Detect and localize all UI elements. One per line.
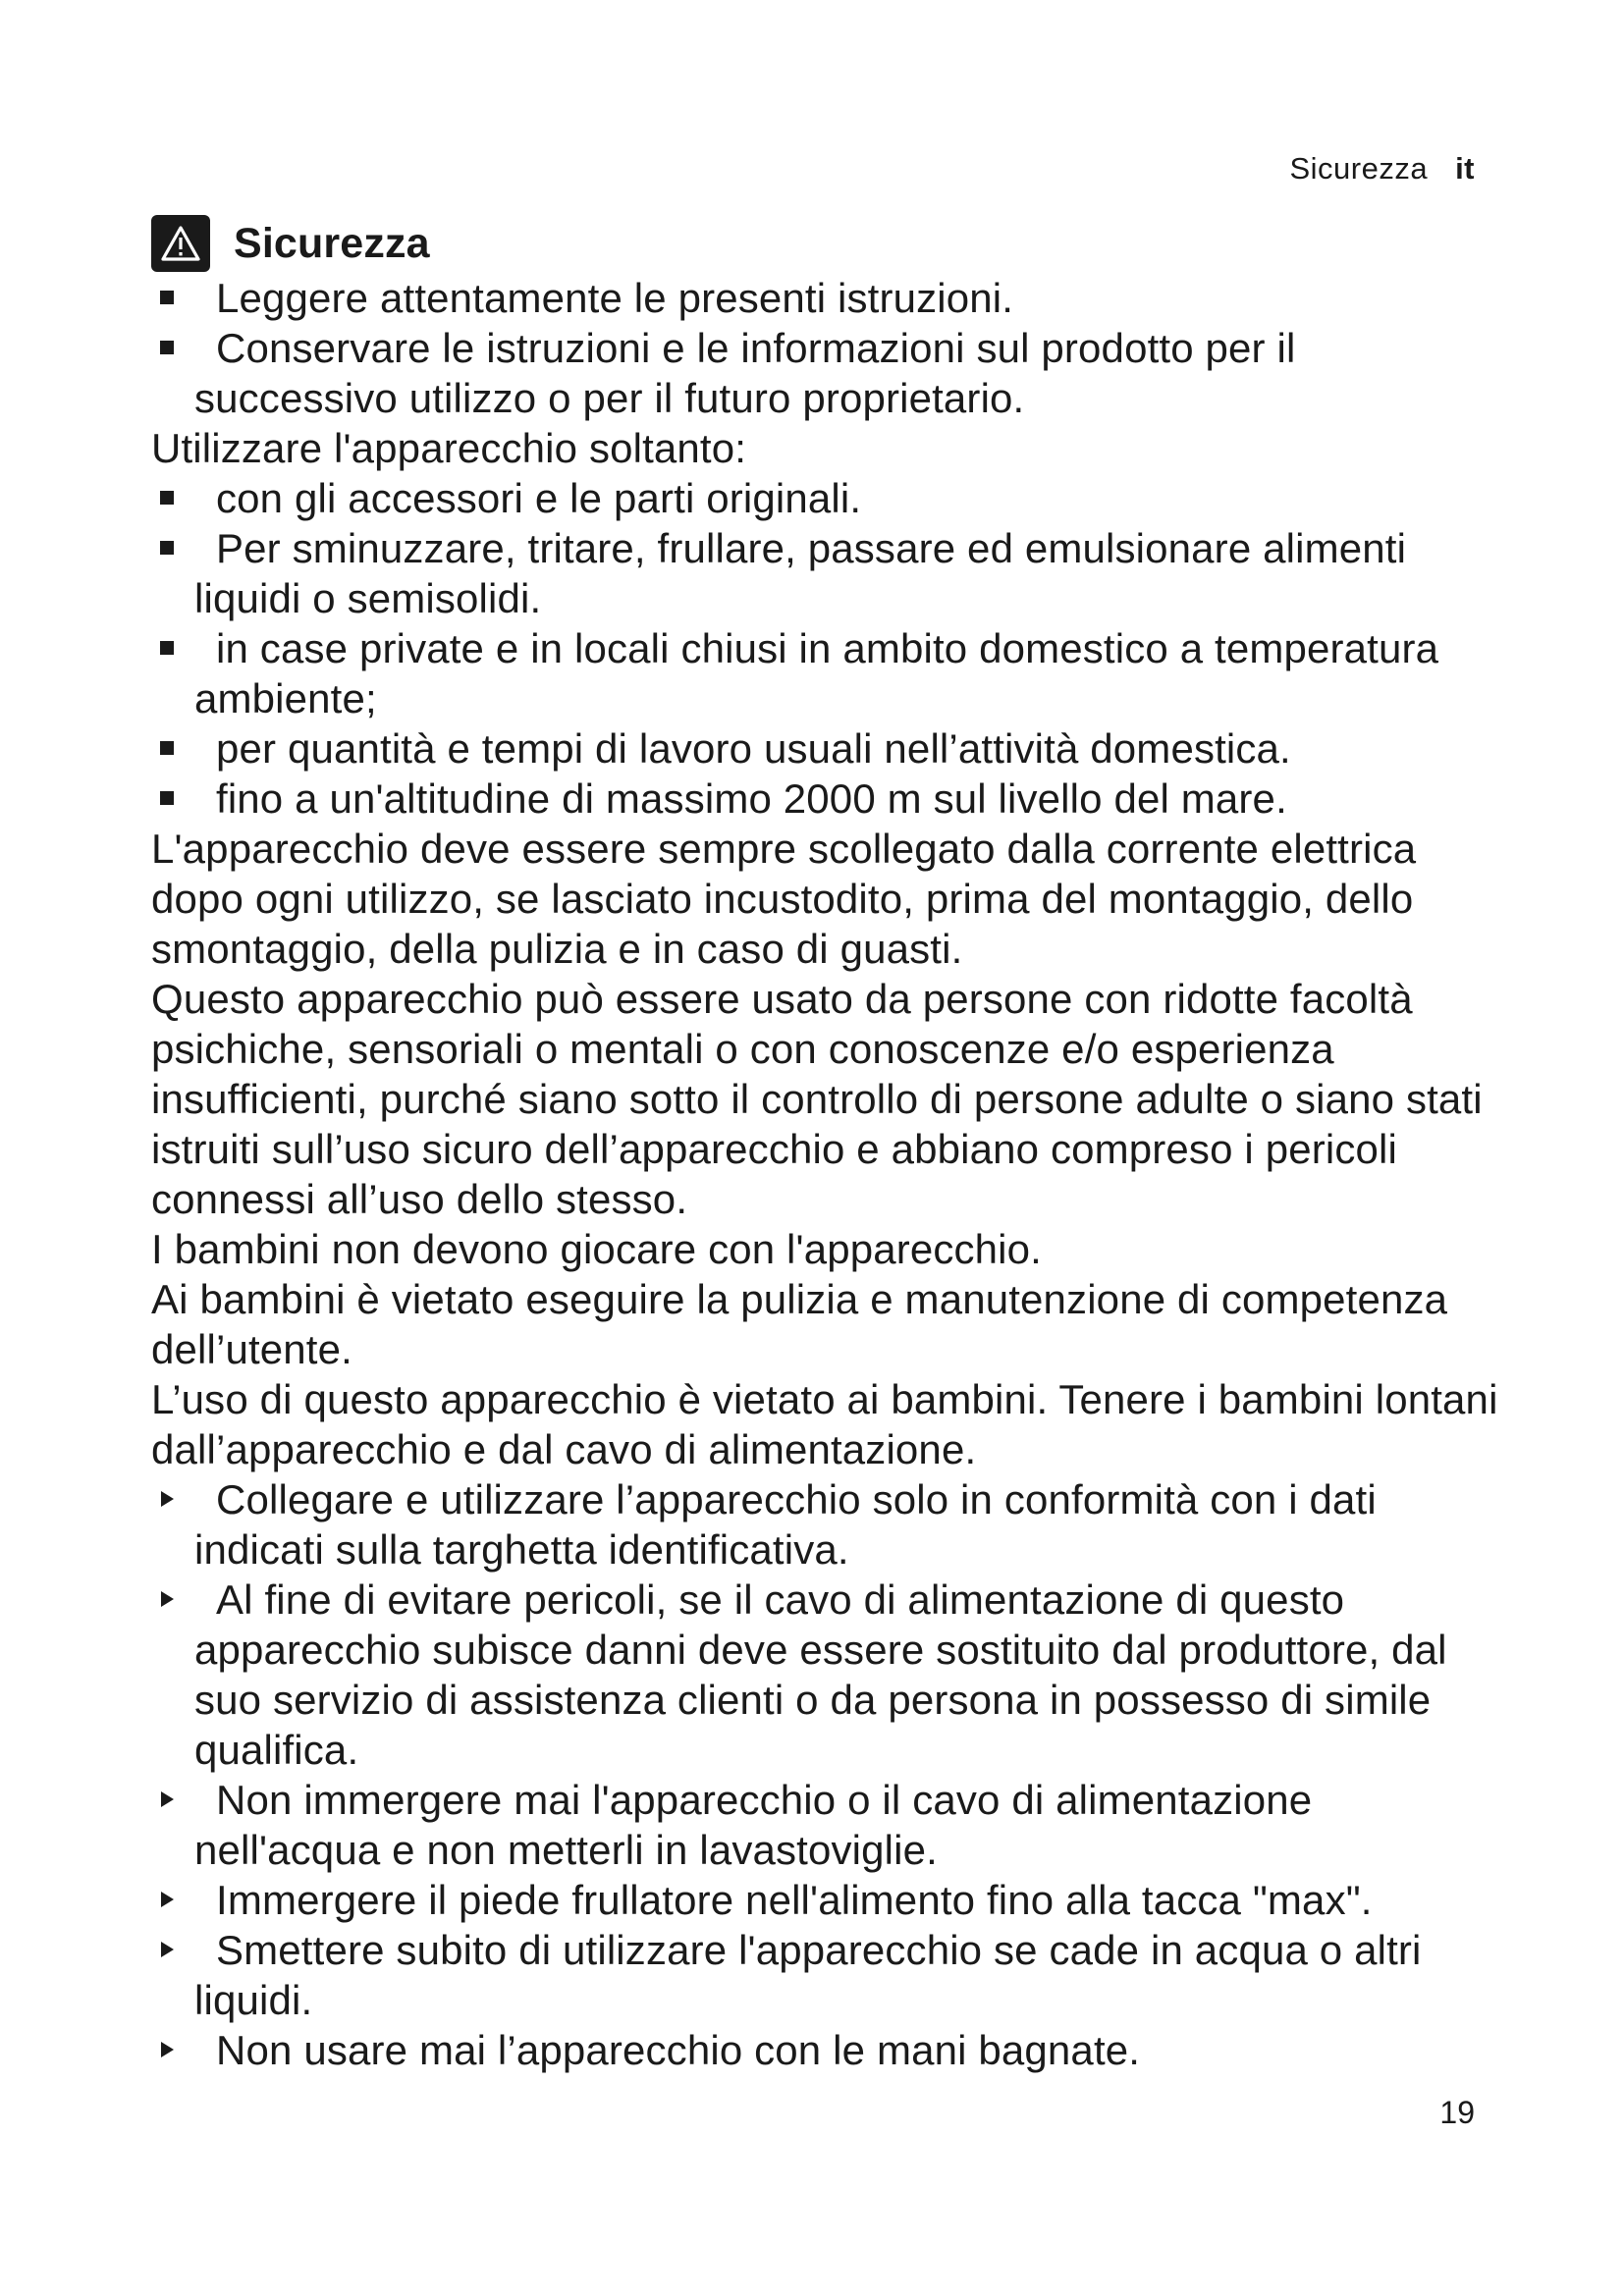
instruction-item: Non usare mai l’apparecchio con le mani bagnate. <box>151 2025 1506 2075</box>
paragraph: Questo apparecchio può essere usato da persone con ridotte facoltà psichiche, sensoriali o mentali o con conoscenze e/o esperienza insufficienti, purché siano sotto il controllo di persone adulte o siano stati istruiti sull’uso sicuro dell’apparecchio e abbiano compreso i pericoli connessi all’uso dello stesso. <box>151 976 1483 1222</box>
header-section: Sicurezza <box>1289 151 1429 186</box>
square-bullet-icon <box>160 541 174 555</box>
triangle-bullet-icon <box>161 1791 174 1807</box>
triangle-bullet-icon <box>161 1491 174 1507</box>
instruction-item: Immergere il piede frullatore nell'alimento fino alla tacca "max". <box>151 1875 1506 1925</box>
paragraph: Ai bambini è vietato eseguire la pulizia e manutenzione di competenza dell’utente. <box>151 1276 1448 1372</box>
triangle-bullet-icon <box>161 1942 174 1957</box>
triangle-bullet-icon <box>161 2042 174 2057</box>
list-item: in case private e in locali chiusi in ambito domestico a temperatura ambiente; <box>151 623 1506 723</box>
safety-section <box>151 214 1506 2075</box>
warning-triangle-icon <box>151 215 210 272</box>
instruction-item: Al fine di evitare pericoli, se il cavo di alimentazione di questo apparecchio subisce danni deve essere sostituito dal produttore, dal suo servizio di assistenza clienti o da persona in possesso di simile qualifica. <box>151 1575 1506 1775</box>
header-language: it <box>1455 151 1475 186</box>
list-item: Conservare le istruzioni e le informazioni sul prodotto per il successivo utilizzo o per il futuro proprietario. <box>151 323 1506 423</box>
instruction-item: Collegare e utilizzare l’apparecchio solo in conformità con i dati indicati sulla targhetta identificativa. <box>151 1474 1506 1575</box>
paragraph: I bambini non devono giocare con l'apparecchio. <box>151 1226 1042 1272</box>
section-heading <box>151 214 1506 273</box>
square-bullet-icon <box>160 741 174 755</box>
list-item: per quantità e tempi di lavoro usuali nell’attività domestica. <box>151 723 1506 774</box>
paragraph: L’uso di questo apparecchio è vietato ai bambini. Tenere i bambini lontani dall’apparecchio e dal cavo di alimentazione. <box>151 1376 1498 1472</box>
list-item: con gli accessori e le parti originali. <box>151 473 1506 523</box>
list-item: Leggere attentamente le presenti istruzioni. <box>151 273 1506 323</box>
running-header <box>1289 151 1475 187</box>
square-bullet-icon <box>160 291 174 304</box>
square-bullet-icon <box>160 641 174 655</box>
instruction-item: Non immergere mai l'apparecchio o il cavo di alimentazione nell'acqua e non metterli in lavastoviglie. <box>151 1775 1506 1875</box>
usage-intro: Utilizzare l'apparecchio soltanto: <box>151 425 747 471</box>
triangle-bullet-icon <box>161 1892 174 1907</box>
list-item: fino a un'altitudine di massimo 2000 m sul livello del mare. <box>151 774 1506 824</box>
square-bullet-icon <box>160 491 174 505</box>
paragraph: L'apparecchio deve essere sempre scollegato dalla corrente elettrica dopo ogni utilizzo, se lasciato incustodito, prima del montaggio, dello smontaggio, della pulizia e in caso di guasti. <box>151 826 1417 972</box>
square-bullet-icon <box>160 791 174 805</box>
triangle-bullet-icon <box>161 1591 174 1607</box>
page-number: 19 <box>1439 2095 1475 2130</box>
list-item: Per sminuzzare, tritare, frullare, passare ed emulsionare alimenti liquidi o semisolidi. <box>151 523 1506 623</box>
instruction-list <box>151 1474 1506 2075</box>
square-bullet-icon <box>160 341 174 354</box>
intro-bullet-list <box>151 273 1506 423</box>
page-title: Sicurezza <box>234 219 430 267</box>
instruction-item: Smettere subito di utilizzare l'apparecchio se cade in acqua o altri liquidi. <box>151 1925 1506 2025</box>
usage-bullet-list <box>151 473 1506 824</box>
